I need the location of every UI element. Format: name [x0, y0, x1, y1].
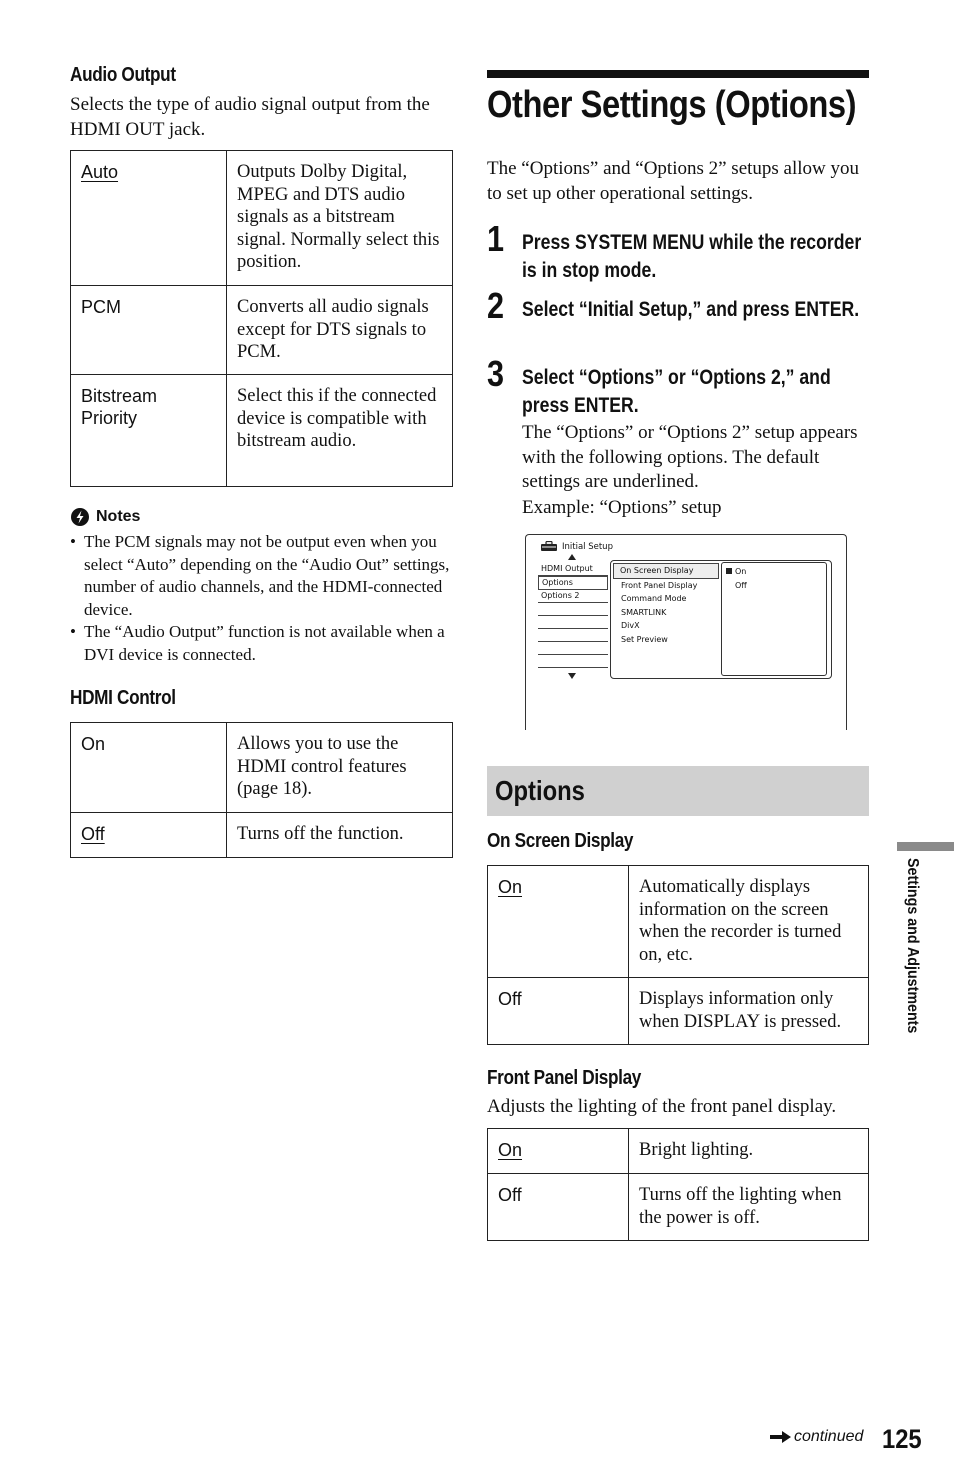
note-item: • The “Audio Output” function is not available when a DVI device is connected. [84, 621, 460, 666]
selected-square-icon [726, 568, 732, 574]
options-heading-bar [487, 766, 869, 816]
on-screen-display-heading: On Screen Display [487, 830, 634, 852]
table-row [488, 1129, 869, 1174]
hdmi-control-table [70, 722, 453, 858]
menu-item [538, 616, 608, 629]
page-number: 125 [882, 1424, 922, 1454]
table-row [71, 286, 453, 375]
screen-option: Front Panel Display [621, 580, 698, 590]
option-key: Auto [81, 162, 119, 182]
step-number: 3 [487, 353, 505, 394]
option-key: Off [81, 824, 105, 844]
option-key: Off [498, 1185, 522, 1205]
option-value: Bright lighting. [629, 1129, 869, 1174]
table-row [488, 978, 869, 1045]
option-value: Converts all audio signals except for DTS signals to PCM. [227, 286, 453, 375]
setup-toolbox-icon [540, 541, 558, 552]
screen-left-menu [538, 563, 608, 668]
scroll-up-icon [568, 554, 576, 560]
table-row [71, 813, 453, 858]
continued-text: continued [794, 1428, 864, 1445]
table-row [71, 151, 453, 286]
menu-item [538, 655, 608, 668]
scroll-down-icon [568, 673, 576, 679]
note-item: • The PCM signals may not be output even when you select “Auto” depending on the “Audio Out” settings, number of audio channels, and the HDMI-connected device. [84, 531, 460, 621]
page-title: Other Settings (Options) [487, 84, 857, 126]
option-value: Turns off the function. [227, 813, 453, 858]
step3-description: The “Options” or “Options 2” setup appears with the following options. The default settings are underlined. [522, 422, 858, 492]
front-panel-display-description: Adjusts the lighting of the front panel display. [487, 1096, 837, 1117]
table-row [71, 723, 453, 813]
screen-illustration [525, 534, 847, 730]
option-key: Bitstream Priority [81, 386, 158, 428]
example-caption: Example: “Options” setup [522, 497, 722, 518]
option-key: On [498, 877, 523, 897]
audio-output-heading: Audio Output [70, 64, 176, 86]
option-value: Displays information only when DISPLAY is pressed. [629, 978, 869, 1045]
table-row [488, 1174, 869, 1241]
step-text: Select “Options” or “Options 2,” and press ENTER. [522, 366, 831, 417]
screen-option: Command Mode [621, 594, 687, 603]
menu-item: HDMI Output [538, 563, 608, 576]
notes-icon [70, 507, 90, 527]
option-key: Off [498, 989, 522, 1009]
option-key: On [498, 1140, 523, 1160]
audio-output-table [70, 150, 453, 487]
option-key: On [81, 734, 106, 754]
intro-text: The “Options” and “Options 2” setups allow you to set up other operational settings. [487, 158, 860, 204]
screen-options-panel [610, 560, 832, 679]
option-value: Turns off the lighting when the power is off. [629, 1174, 869, 1241]
continued-indicator [770, 1428, 863, 1446]
screen-header: Initial Setup [562, 541, 613, 552]
step-number: 2 [487, 285, 505, 326]
menu-item [538, 603, 608, 616]
hdmi-control-heading: HDMI Control [70, 687, 176, 709]
title-rule [487, 70, 869, 78]
side-section-label: Settings and Adjustments [904, 858, 921, 1034]
options-heading: Options [495, 775, 585, 806]
arrow-right-icon [770, 1430, 792, 1444]
on-screen-display-table [487, 865, 869, 1045]
menu-item [538, 642, 608, 655]
table-row [488, 866, 869, 978]
side-tab-marker [897, 842, 954, 851]
menu-item: Options 2 [538, 590, 608, 603]
notes-section [70, 507, 460, 666]
screen-option: Set Preview [621, 634, 668, 644]
screen-option: DivX [621, 621, 640, 630]
option-value: Allows you to use the HDMI control features (page 18). [227, 723, 453, 813]
option-value: Automatically displays information on the screen when the recorder is turned on, etc. [629, 866, 869, 978]
screen-option-selected: On Screen Display [613, 563, 719, 579]
table-row [71, 375, 453, 487]
front-panel-display-table [487, 1128, 869, 1241]
option-value: Select this if the connected device is compatible with bitstream audio. [227, 375, 453, 487]
screen-value: Off [735, 580, 747, 590]
option-key: PCM [81, 297, 121, 317]
step-text: Select “Initial Setup,” and press ENTER. [522, 298, 860, 321]
screen-value: On [735, 567, 747, 576]
audio-output-description: Selects the type of audio signal output from the HDMI OUT jack. [70, 94, 430, 140]
front-panel-display-heading: Front Panel Display [487, 1067, 642, 1089]
menu-item [538, 629, 608, 642]
screen-value-panel [721, 562, 827, 676]
menu-item-selected: Options [538, 576, 608, 590]
screen-option: SMARTLINK [621, 607, 667, 617]
step-number: 1 [487, 218, 505, 259]
option-value: Outputs Dolby Digital, MPEG and DTS audio signals as a bitstream signal. Normally select this position. [227, 151, 453, 286]
notes-title: Notes [96, 508, 141, 525]
step-text: Press SYSTEM MENU while the recorder is in stop mode. [522, 231, 862, 282]
